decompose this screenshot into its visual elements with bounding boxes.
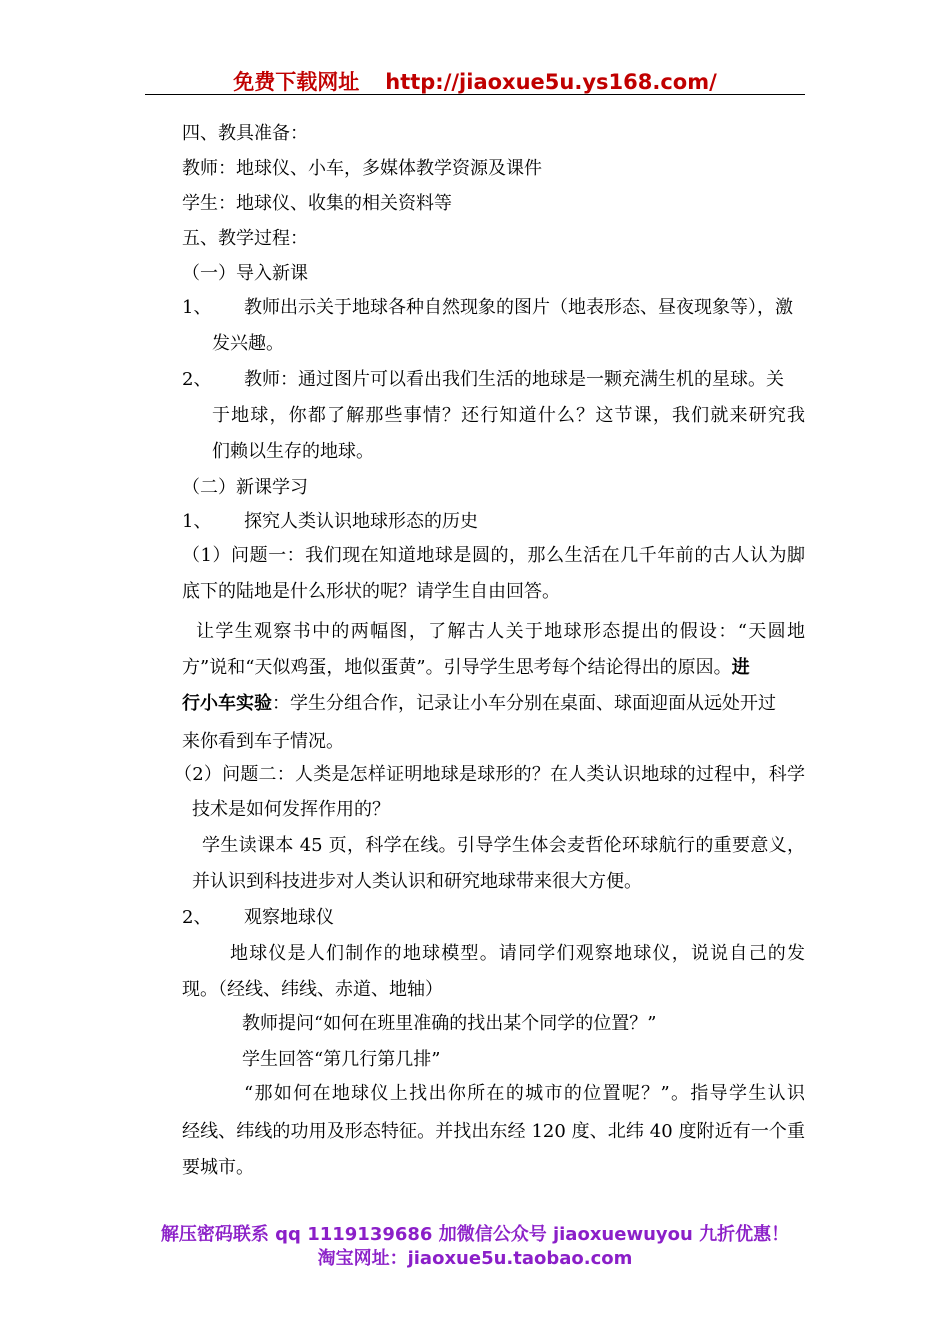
- subsection-heading: （一）导入新课: [182, 263, 308, 284]
- paragraph-line: 来你看到车子情况。: [182, 731, 344, 752]
- section-heading: 四、教具准备：: [182, 123, 308, 144]
- list-number: 1、: [182, 511, 212, 532]
- header-divider: [145, 94, 805, 95]
- paragraph-line: 学生读课本 45 页，科学在线。引导学生体会麦哲伦环球航行的重要意义，: [202, 835, 805, 856]
- paragraph-line: 现。（经线、纬线、赤道、地轴）: [182, 979, 443, 1000]
- footer-shop-link[interactable]: 淘宝网址：jiaoxue5u.taobao.com: [317, 1248, 633, 1269]
- paragraph-line: 教师提问“如何在班里准确的找出某个同学的位置？”: [242, 1013, 657, 1034]
- footer-contact-line: 解压密码联系 qq 1119139686 加微信公众号 jiaoxuewuyou 九折优惠！: [160, 1224, 790, 1245]
- paragraph-line: 行小车实验：学生分组合作，记录让小车分别在桌面、球面迎面从远处开过: [182, 693, 776, 714]
- paragraph-line: “那如何在地球仪上找出你所在的城市的位置呢？”。指导学生认识: [244, 1083, 805, 1104]
- header-url-link[interactable]: http://jiaoxue5u.ys168.com/: [385, 70, 717, 94]
- list-item: 1、 教师出示关于地球各种自然现象的图片（地表形态、昼夜现象等），激: [182, 297, 793, 318]
- paragraph-line: 发兴趣。: [212, 333, 284, 354]
- paragraph-line: 地球仪是人们制作的地球模型。请同学们观察地球仪，说说自己的发: [230, 943, 805, 964]
- paragraph-line: 方”说和“天似鸡蛋，地似蛋黄”。引导学生思考每个结论得出的原因。进: [182, 657, 750, 678]
- paragraph-line: 们赖以生存的地球。: [212, 441, 374, 462]
- paragraph-line: 学生回答“第几行第几排”: [242, 1049, 441, 1070]
- subsection-heading: （二）新课学习: [182, 477, 308, 498]
- list-number: 2、: [182, 907, 212, 928]
- list-item: 2、 教师：通过图片可以看出我们生活的地球是一颗充满生机的星球。关: [182, 369, 784, 390]
- emphasis-text: 进: [731, 657, 750, 678]
- paragraph-line: 学生：地球仪、收集的相关资料等: [182, 193, 452, 214]
- paragraph-line: 底下的陆地是什么形状的呢？请学生自由回答。: [182, 581, 560, 602]
- paragraph-line: 让学生观察书中的两幅图，了解古人关于地球形态提出的假设：“天圆地: [196, 621, 805, 642]
- section-heading: 五、教学过程：: [182, 228, 308, 249]
- paragraph-line: 并认识到科技进步对人类认识和研究地球带来很大方便。: [192, 871, 642, 892]
- paragraph-line: 技术是如何发挥作用的？: [192, 799, 390, 820]
- list-number: 2、: [182, 369, 212, 390]
- paragraph-line: 于地球，你都了解那些事情？还行知道什么？这节课，我们就来研究我: [212, 405, 805, 426]
- paragraph-line: 经线、纬线的功用及形态特征。并找出东经 120 度、北纬 40 度附近有一个重: [182, 1121, 805, 1142]
- list-item: 1、 探究人类认识地球形态的历史: [182, 511, 478, 532]
- paragraph-line: 要城市。: [182, 1157, 254, 1178]
- paragraph-line: 教师：地球仪、小车，多媒体教学资源及课件: [182, 158, 542, 179]
- list-item: 2、 观察地球仪: [182, 907, 334, 928]
- emphasis-text: 行小车实验: [182, 693, 272, 714]
- header-title: 免费下载网址: [233, 70, 360, 94]
- paragraph-line: （2）问题二：人类是怎样证明地球是球形的？在人类认识地球的过程中，科学: [174, 764, 805, 785]
- page-header: [0, 66, 950, 96]
- paragraph-line: （1）问题一：我们现在知道地球是圆的，那么生活在几千年前的古人认为脚: [182, 545, 805, 566]
- list-number: 1、: [182, 297, 212, 318]
